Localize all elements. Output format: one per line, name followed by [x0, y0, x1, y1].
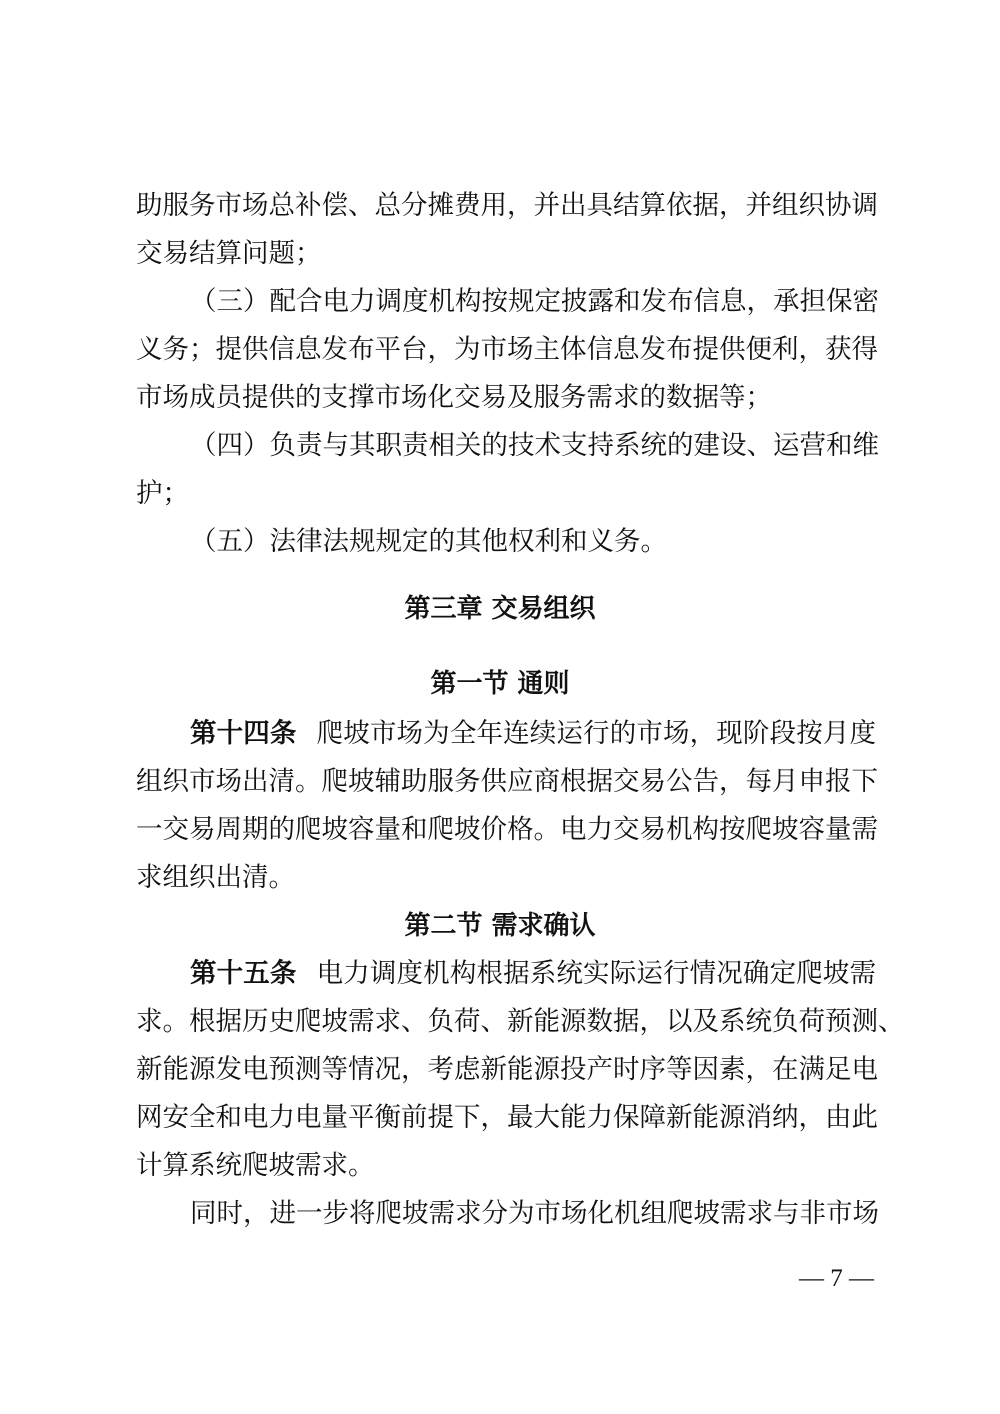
body-line: 计算系统爬坡需求。 — [136, 1150, 375, 1181]
page-number: — 7 — — [799, 1265, 874, 1292]
article-14-first-line — [190, 714, 876, 754]
body-line: 一交易周期的爬坡容量和爬坡价格。电力交易机构按爬坡容量需 — [136, 814, 878, 845]
chapter-title: 第三章 交易组织 — [404, 594, 596, 624]
body-line: 交易结算问题； — [136, 238, 322, 269]
body-line: 求组织出清。 — [136, 862, 295, 893]
body-line: 同时，进一步将爬坡需求分为市场化机组爬坡需求与非市场 — [190, 1198, 879, 1229]
body-line: 义务；提供信息发布平台，为市场主体信息发布提供便利，获得 — [136, 334, 878, 365]
section-title: 第二节 需求确认 — [404, 911, 596, 941]
body-line: 网安全和电力电量平衡前提下，最大能力保障新能源消纳，由此 — [136, 1102, 878, 1133]
body-line: 市场成员提供的支撑市场化交易及服务需求的数据等； — [136, 382, 772, 413]
body-line: 助服务市场总补偿、总分摊费用，并出具结算依据，并组织协调 — [136, 190, 878, 221]
body-line: 新能源发电预测等情况，考虑新能源投产时序等因素，在满足电 — [136, 1054, 878, 1085]
article-14-label: 第十四条 — [190, 718, 297, 749]
body-line: 组织市场出清。爬坡辅助服务供应商根据交易公告，每月申报下 — [136, 766, 878, 797]
article-15-text: 电力调度机构根据系统实际运行情况确定爬坡需 — [316, 958, 877, 989]
body-line: （四）负责与其职责相关的技术支持系统的建设、运营和维 — [190, 430, 879, 461]
section-title: 第一节 通则 — [430, 669, 570, 699]
article-15-label: 第十五条 — [190, 958, 297, 989]
body-line: 求。根据历史爬坡需求、负荷、新能源数据，以及系统负荷预测、 — [136, 1006, 905, 1037]
body-line: 护； — [136, 478, 189, 509]
body-line: （五）法律法规规定的其他权利和义务。 — [190, 526, 667, 557]
body-line: （三）配合电力调度机构按规定披露和发布信息，承担保密 — [190, 286, 879, 317]
article-14-text: 爬坡市场为全年连续运行的市场，现阶段按月度 — [316, 718, 877, 749]
article-15-first-line — [190, 954, 876, 994]
